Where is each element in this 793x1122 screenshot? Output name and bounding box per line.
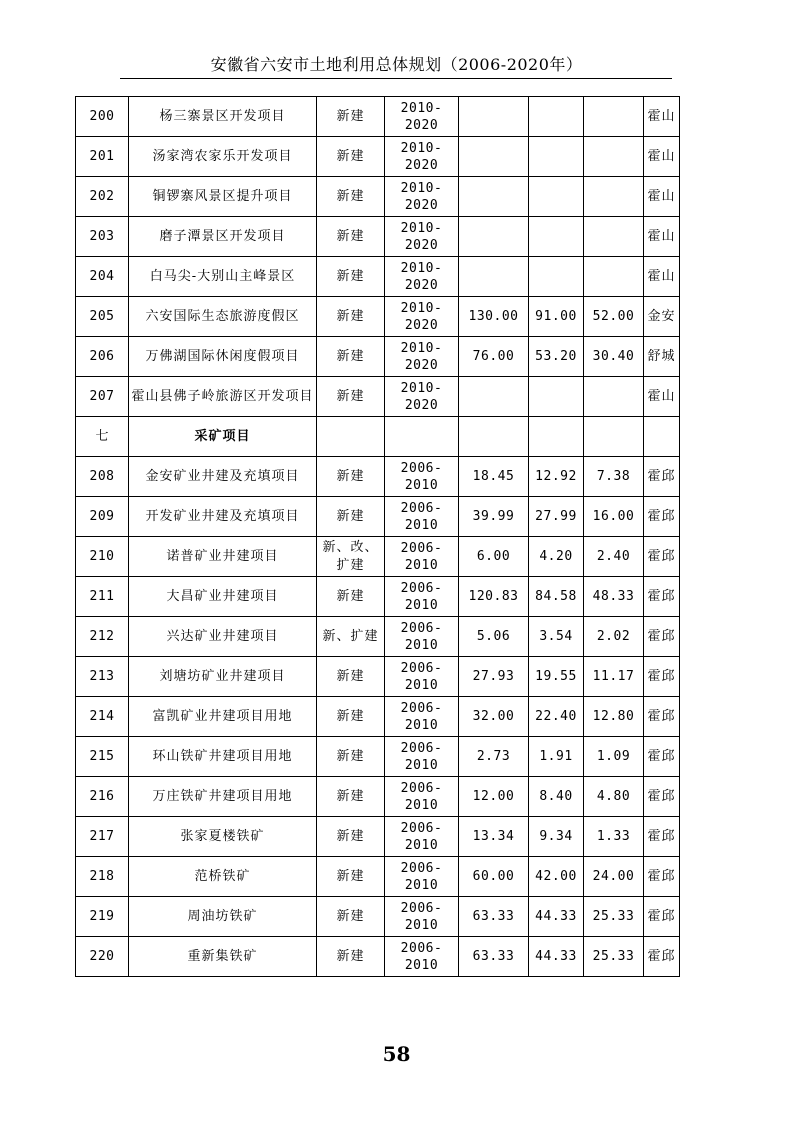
row-number: 211 <box>76 577 129 617</box>
area-value-1 <box>459 217 529 257</box>
row-number: 207 <box>76 377 129 417</box>
construction-period: 2006-2010 <box>385 697 459 737</box>
location: 霍邱 <box>644 617 680 657</box>
area-value-3 <box>584 177 644 217</box>
project-name: 诺普矿业井建项目 <box>129 537 317 577</box>
table-row <box>76 577 680 617</box>
construction-type: 新建 <box>317 697 385 737</box>
table-row <box>76 297 680 337</box>
area-value-3: 48.33 <box>584 577 644 617</box>
table-row <box>76 937 680 977</box>
project-name: 磨子潭景区开发项目 <box>129 217 317 257</box>
row-number: 203 <box>76 217 129 257</box>
row-number: 216 <box>76 777 129 817</box>
table-row <box>76 337 680 377</box>
location: 霍山 <box>644 257 680 297</box>
construction-period: 2006-2010 <box>385 857 459 897</box>
project-name: 富凯矿业井建项目用地 <box>129 697 317 737</box>
construction-type: 新建 <box>317 937 385 977</box>
construction-period: 2006-2010 <box>385 617 459 657</box>
area-value-2 <box>529 377 584 417</box>
construction-period: 2006-2010 <box>385 897 459 937</box>
construction-type: 新建 <box>317 177 385 217</box>
project-name: 万庄铁矿井建项目用地 <box>129 777 317 817</box>
area-value-2 <box>529 217 584 257</box>
location: 霍邱 <box>644 937 680 977</box>
area-value-3: 2.02 <box>584 617 644 657</box>
row-number: 204 <box>76 257 129 297</box>
section-header-row <box>76 417 680 457</box>
construction-period: 2010-2020 <box>385 217 459 257</box>
construction-type: 新建 <box>317 817 385 857</box>
area-value-2: 22.40 <box>529 697 584 737</box>
location: 霍山 <box>644 177 680 217</box>
table-row <box>76 737 680 777</box>
construction-period: 2006-2010 <box>385 457 459 497</box>
area-value-2: 9.34 <box>529 817 584 857</box>
project-name: 重新集铁矿 <box>129 937 317 977</box>
construction-period: 2006-2010 <box>385 737 459 777</box>
project-name: 刘塘坊矿业井建项目 <box>129 657 317 697</box>
project-name: 万佛湖国际休闲度假项目 <box>129 337 317 377</box>
document-header-title: 安徽省六安市土地利用总体规划（2006-2020年） <box>210 55 583 74</box>
section-title: 采矿项目 <box>129 417 317 457</box>
table-body-tourism <box>76 97 680 417</box>
area-value-1: 76.00 <box>459 337 529 377</box>
area-value-2: 91.00 <box>529 297 584 337</box>
area-value-3 <box>584 377 644 417</box>
row-number: 201 <box>76 137 129 177</box>
construction-period: 2010-2020 <box>385 177 459 217</box>
construction-period: 2010-2020 <box>385 257 459 297</box>
area-value-1: 27.93 <box>459 657 529 697</box>
table-row <box>76 817 680 857</box>
construction-type: 新建 <box>317 777 385 817</box>
area-value-3: 16.00 <box>584 497 644 537</box>
area-value-3 <box>584 137 644 177</box>
location: 霍山 <box>644 217 680 257</box>
construction-type: 新、改、扩建 <box>317 537 385 577</box>
project-name: 环山铁矿井建项目用地 <box>129 737 317 777</box>
table-row <box>76 897 680 937</box>
location: 霍山 <box>644 377 680 417</box>
area-value-3: 52.00 <box>584 297 644 337</box>
row-number: 200 <box>76 97 129 137</box>
area-value-2: 44.33 <box>529 937 584 977</box>
area-value-3: 12.80 <box>584 697 644 737</box>
table-row <box>76 377 680 417</box>
area-value-3: 25.33 <box>584 937 644 977</box>
area-value-3: 4.80 <box>584 777 644 817</box>
construction-type: 新建 <box>317 737 385 777</box>
row-number: 215 <box>76 737 129 777</box>
project-name: 大昌矿业井建项目 <box>129 577 317 617</box>
project-name: 开发矿业井建及充填项目 <box>129 497 317 537</box>
construction-period: 2006-2010 <box>385 777 459 817</box>
construction-type: 新建 <box>317 97 385 137</box>
location: 霍山 <box>644 97 680 137</box>
area-value-1: 18.45 <box>459 457 529 497</box>
table-row <box>76 657 680 697</box>
location: 霍邱 <box>644 857 680 897</box>
table-body-mining <box>76 457 680 977</box>
construction-type: 新建 <box>317 897 385 937</box>
location: 霍邱 <box>644 697 680 737</box>
construction-type: 新建 <box>317 337 385 377</box>
area-value-2 <box>529 97 584 137</box>
table-row <box>76 257 680 297</box>
row-number: 217 <box>76 817 129 857</box>
area-value-1: 13.34 <box>459 817 529 857</box>
project-name: 范桥铁矿 <box>129 857 317 897</box>
construction-type: 新建 <box>317 497 385 537</box>
area-value-3: 1.33 <box>584 817 644 857</box>
location: 金安 <box>644 297 680 337</box>
row-number: 210 <box>76 537 129 577</box>
area-value-3: 1.09 <box>584 737 644 777</box>
area-value-2: 8.40 <box>529 777 584 817</box>
row-number: 219 <box>76 897 129 937</box>
project-name: 白马尖-大别山主峰景区 <box>129 257 317 297</box>
location: 舒城 <box>644 337 680 377</box>
area-value-1: 120.83 <box>459 577 529 617</box>
construction-type: 新建 <box>317 297 385 337</box>
area-value-2: 19.55 <box>529 657 584 697</box>
location: 霍邱 <box>644 457 680 497</box>
construction-type: 新建 <box>317 657 385 697</box>
area-value-1 <box>459 257 529 297</box>
row-number: 214 <box>76 697 129 737</box>
area-value-1 <box>459 137 529 177</box>
area-value-1: 130.00 <box>459 297 529 337</box>
area-value-1 <box>459 377 529 417</box>
location: 霍邱 <box>644 737 680 777</box>
row-number: 205 <box>76 297 129 337</box>
construction-period: 2006-2010 <box>385 497 459 537</box>
construction-period: 2010-2020 <box>385 297 459 337</box>
table-row <box>76 537 680 577</box>
construction-type: 新建 <box>317 857 385 897</box>
area-value-3: 2.40 <box>584 537 644 577</box>
location: 霍邱 <box>644 577 680 617</box>
area-value-3: 25.33 <box>584 897 644 937</box>
construction-type: 新、扩建 <box>317 617 385 657</box>
table-row <box>76 497 680 537</box>
construction-period: 2006-2010 <box>385 817 459 857</box>
location: 霍邱 <box>644 657 680 697</box>
construction-period: 2010-2020 <box>385 337 459 377</box>
area-value-2 <box>529 257 584 297</box>
construction-type: 新建 <box>317 137 385 177</box>
area-value-1: 6.00 <box>459 537 529 577</box>
row-number: 206 <box>76 337 129 377</box>
construction-type: 新建 <box>317 577 385 617</box>
area-value-2: 4.20 <box>529 537 584 577</box>
area-value-2: 1.91 <box>529 737 584 777</box>
area-value-1: 5.06 <box>459 617 529 657</box>
location: 霍邱 <box>644 497 680 537</box>
location: 霍邱 <box>644 777 680 817</box>
area-value-2: 27.99 <box>529 497 584 537</box>
table-row <box>76 137 680 177</box>
row-number: 213 <box>76 657 129 697</box>
location: 霍邱 <box>644 817 680 857</box>
construction-period: 2010-2020 <box>385 377 459 417</box>
construction-period: 2006-2010 <box>385 537 459 577</box>
area-value-1 <box>459 97 529 137</box>
table-row <box>76 97 680 137</box>
construction-type: 新建 <box>317 377 385 417</box>
area-value-3 <box>584 217 644 257</box>
row-number: 220 <box>76 937 129 977</box>
table-row <box>76 777 680 817</box>
row-number: 208 <box>76 457 129 497</box>
row-number: 202 <box>76 177 129 217</box>
area-value-3: 11.17 <box>584 657 644 697</box>
construction-period: 2006-2010 <box>385 657 459 697</box>
table-row <box>76 177 680 217</box>
area-value-1: 39.99 <box>459 497 529 537</box>
area-value-3: 24.00 <box>584 857 644 897</box>
section-index: 七 <box>76 417 129 457</box>
area-value-2: 44.33 <box>529 897 584 937</box>
table-row <box>76 457 680 497</box>
project-name: 六安国际生态旅游度假区 <box>129 297 317 337</box>
area-value-2: 53.20 <box>529 337 584 377</box>
area-value-3: 7.38 <box>584 457 644 497</box>
area-value-2: 42.00 <box>529 857 584 897</box>
location: 霍邱 <box>644 897 680 937</box>
area-value-1: 60.00 <box>459 857 529 897</box>
area-value-2 <box>529 177 584 217</box>
project-name: 金安矿业井建及充填项目 <box>129 457 317 497</box>
area-value-1: 12.00 <box>459 777 529 817</box>
area-value-2 <box>529 137 584 177</box>
header-rule <box>120 78 672 79</box>
construction-period: 2010-2020 <box>385 97 459 137</box>
location: 霍邱 <box>644 537 680 577</box>
project-name: 兴达矿业井建项目 <box>129 617 317 657</box>
row-number: 218 <box>76 857 129 897</box>
area-value-1: 2.73 <box>459 737 529 777</box>
project-name: 铜锣寨风景区提升项目 <box>129 177 317 217</box>
project-name: 张家夏楼铁矿 <box>129 817 317 857</box>
construction-period: 2006-2010 <box>385 937 459 977</box>
area-value-1: 32.00 <box>459 697 529 737</box>
construction-type: 新建 <box>317 257 385 297</box>
area-value-2: 84.58 <box>529 577 584 617</box>
section-mining <box>76 417 680 457</box>
page-number: 58 <box>382 1042 411 1066</box>
area-value-1 <box>459 177 529 217</box>
location: 霍山 <box>644 137 680 177</box>
row-number: 212 <box>76 617 129 657</box>
table-row <box>76 857 680 897</box>
area-value-2: 3.54 <box>529 617 584 657</box>
table-row <box>76 617 680 657</box>
row-number: 209 <box>76 497 129 537</box>
project-name: 霍山县佛子岭旅游区开发项目 <box>129 377 317 417</box>
construction-period: 2010-2020 <box>385 137 459 177</box>
table-row <box>76 697 680 737</box>
area-value-3: 30.40 <box>584 337 644 377</box>
project-name: 周油坊铁矿 <box>129 897 317 937</box>
construction-period: 2006-2010 <box>385 577 459 617</box>
area-value-2: 12.92 <box>529 457 584 497</box>
construction-type: 新建 <box>317 457 385 497</box>
area-value-1: 63.33 <box>459 897 529 937</box>
project-name: 杨三寨景区开发项目 <box>129 97 317 137</box>
area-value-1: 63.33 <box>459 937 529 977</box>
table-row <box>76 217 680 257</box>
area-value-3 <box>584 97 644 137</box>
project-name: 汤家湾农家乐开发项目 <box>129 137 317 177</box>
area-value-3 <box>584 257 644 297</box>
construction-type: 新建 <box>317 217 385 257</box>
project-table <box>75 96 680 977</box>
